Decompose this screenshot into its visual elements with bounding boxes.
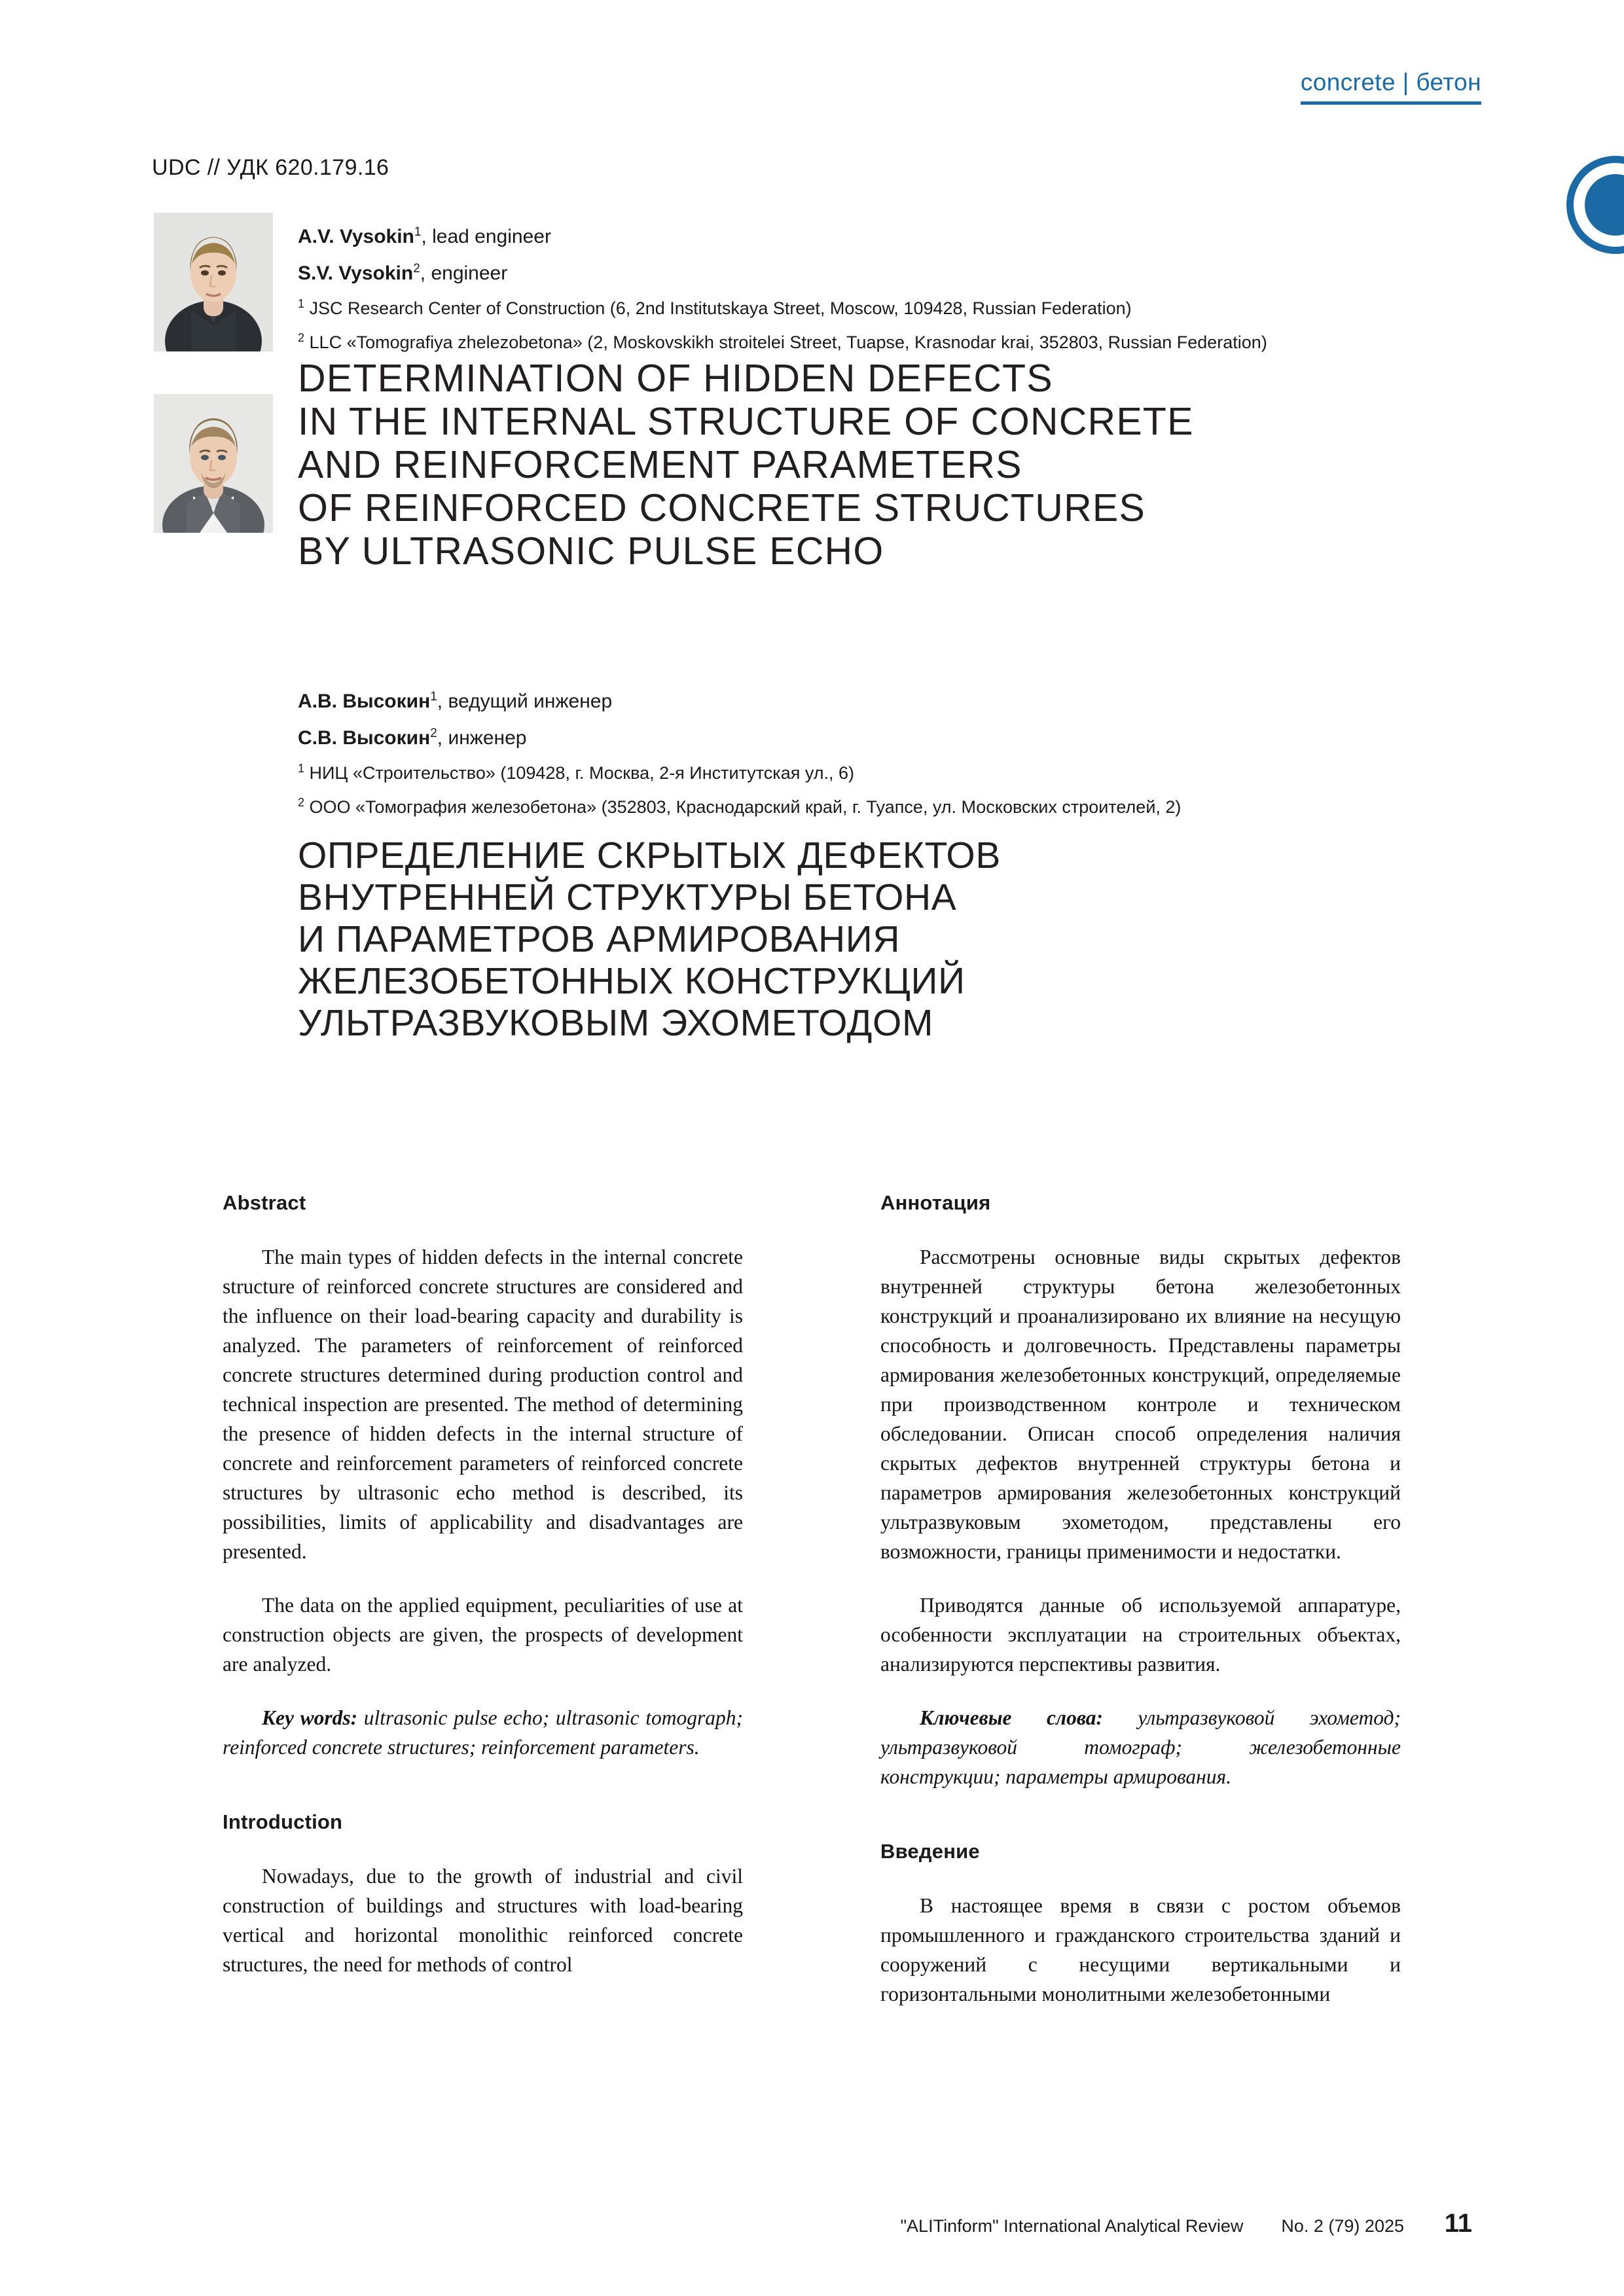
affiliation-marker: 1 [298, 297, 305, 310]
affiliation-line-ru-1 [298, 754, 1476, 788]
affiliation-line-ru-2 [298, 788, 1476, 822]
footer-issue-number: No. 2 (79) 2025 [1281, 2216, 1404, 2236]
title-line: ОПРЕДЕЛЕНИЕ СКРЫТЫХ ДЕФЕКТОВ [298, 834, 1001, 876]
author-name: С.В. Высокин [298, 727, 431, 749]
author-name: А.В. Высокин [298, 691, 431, 712]
keywords-en [223, 1703, 743, 1762]
footer-journal-name: "ALITinform" International Analytical Review [900, 2216, 1244, 2236]
author-affiliation-marker: 2 [413, 262, 420, 276]
page-footer [900, 2209, 1472, 2238]
author-affiliation-marker: 2 [430, 726, 437, 740]
title-line: ВНУТРЕННЕЙ СТРУКТУРЫ БЕТОНА [298, 876, 957, 918]
abstract-paragraph: Приводятся данные об используемой аппаратуре, особенности эксплуатации на строительных объектах, анализируются перспективы развития. [880, 1594, 1401, 1676]
author-name: S.V. Vysokin [298, 262, 414, 284]
running-head-label: concrete | бетон [1300, 69, 1481, 96]
affiliation-text: JSC Research Center of Construction (6, 2nd Institutskaya Street, Moscow, 109428, Russian Federation) [309, 298, 1132, 318]
affiliation-marker: 1 [298, 762, 305, 775]
article-title-en [298, 357, 1496, 573]
introduction-paragraph: В настоящее время в связи с ростом объемов промышленного и гражданского строительства зданий и сооружений с несущими вертикальными и горизонтальными монолитными железобетонными [880, 1894, 1401, 2005]
introduction-heading-ru: Введение [880, 1840, 980, 1863]
portrait-illustration [154, 394, 273, 533]
author-affiliation-marker: 1 [414, 225, 422, 239]
keywords-text: ультразвуковой эхометод; ультразвуковой томограф; железобетонные конструкции; параметры армирования. [880, 1706, 1401, 1788]
author-role: , engineer [420, 262, 508, 284]
running-head [1301, 69, 1481, 105]
abstract-paragraph: Рассмотрены основные виды скрытых дефектов внутренней структуры бетона железобетонных конструкций и проанализировано их влияние на несущую способность и долговечность. Представлены параметры армирования железобетонных конструкций, определяемые при производственном контроле и техническом обследовании. Описан способ определения наличия скрытых дефектов внутренней структуры бетона и параметров армирования железобетонных конструкций ультразвуковым эхометодом, представлены его возможности, границы применимости и недостатки. [880, 1246, 1401, 1563]
page-number: 11 [1444, 2209, 1472, 2238]
decorative-circle-graphic [1566, 156, 1624, 254]
title-line: УЛЬТРАЗВУКОВЫМ ЭХОМЕТОДОМ [298, 1002, 934, 1044]
author-photo-vysokin-av [154, 213, 273, 351]
keywords-ru [880, 1703, 1401, 1791]
affiliation-marker: 2 [298, 796, 305, 809]
introduction-heading-en: Introduction [223, 1810, 343, 1833]
introduction-paragraph: Nowadays, due to the growth of industrial and civil construction of buildings and structures with load-bearing vertical and horizontal monolithic reinforced concrete structures, the need for methods of control [223, 1865, 743, 1976]
body-columns [223, 1191, 1401, 2009]
title-line: DETERMINATION OF HIDDEN DEFECTS [298, 357, 1053, 400]
title-line: И ПАРАМЕТРОВ АРМИРОВАНИЯ [298, 918, 901, 960]
author-block-ru [298, 681, 1476, 822]
affiliation-marker: 2 [298, 331, 305, 344]
abstract-heading-en: Abstract [223, 1191, 306, 1214]
title-line: ЖЕЛЕЗОБЕТОННЫХ КОНСТРУКЦИЙ [298, 960, 965, 1002]
author-line-en-1 [298, 216, 1476, 253]
column-russian [880, 1191, 1401, 2009]
author-line-ru-1 [298, 681, 1476, 717]
article-title-ru [298, 834, 1496, 1044]
author-line-ru-2 [298, 717, 1476, 754]
keywords-text: ultrasonic pulse echo; ultrasonic tomograph; reinforced concrete structures; reinforcement parameters. [223, 1706, 743, 1759]
title-line: OF REINFORCED CONCRETE STRUCTURES [298, 486, 1146, 529]
title-line: IN THE INTERNAL STRUCTURE OF CONCRETE [298, 400, 1194, 443]
author-affiliation-marker: 1 [430, 690, 437, 704]
affiliation-text: ООО «Томография железобетона» (352803, Краснодарский край, г. Туапсе, ул. Московских строителей, 2) [309, 797, 1182, 817]
keywords-label: Ключевые слова: [920, 1706, 1103, 1729]
title-line: BY ULTRASONIC PULSE ECHO [298, 529, 884, 573]
udc-code: UDC // УДК 620.179.16 [152, 155, 389, 180]
affiliation-line-en-1 [298, 289, 1476, 323]
column-english [223, 1191, 743, 2009]
keywords-label: Key words: [262, 1706, 358, 1729]
abstract-heading-ru: Аннотация [880, 1191, 991, 1214]
title-line: AND REINFORCEMENT PARAMETERS [298, 443, 1022, 486]
author-role: , ведущий инженер [437, 691, 613, 712]
author-name: A.V. Vysokin [298, 226, 414, 247]
running-head-rule [1301, 101, 1481, 105]
abstract-paragraph: The data on the applied equipment, peculiarities of use at construction objects are given, the prospects of development are analyzed. [223, 1594, 743, 1676]
author-block-en [298, 216, 1476, 357]
author-line-en-2 [298, 253, 1476, 289]
author-role: , lead engineer [421, 226, 551, 247]
affiliation-text: НИЦ «Строительство» (109428, г. Москва, 2-я Институтская ул., 6) [309, 763, 855, 783]
affiliation-text: LLC «Tomografiya zhelezobetona» (2, Moskovskikh stroitelei Street, Tuapse, Krasnodar krai, 352803, Russian Federation) [309, 332, 1267, 352]
portrait-illustration [154, 213, 273, 351]
author-role: , инженер [437, 727, 527, 749]
affiliation-line-en-2 [298, 323, 1476, 357]
abstract-paragraph: The main types of hidden defects in the internal concrete structure of reinforced concrete structures are considered and the influence on their load-bearing capacity and durability is analyzed. The parameters of reinforcement of reinforced concrete structures determined during production control and technical inspection are presented. The method of determining the presence of hidden defects in the internal structure of concrete and reinforcement parameters of reinforced concrete structures by ultrasonic echo method is described, its possibilities, limits of applicability and disadvantages are presented. [223, 1246, 743, 1563]
author-photo-vysokin-sv [154, 394, 273, 533]
